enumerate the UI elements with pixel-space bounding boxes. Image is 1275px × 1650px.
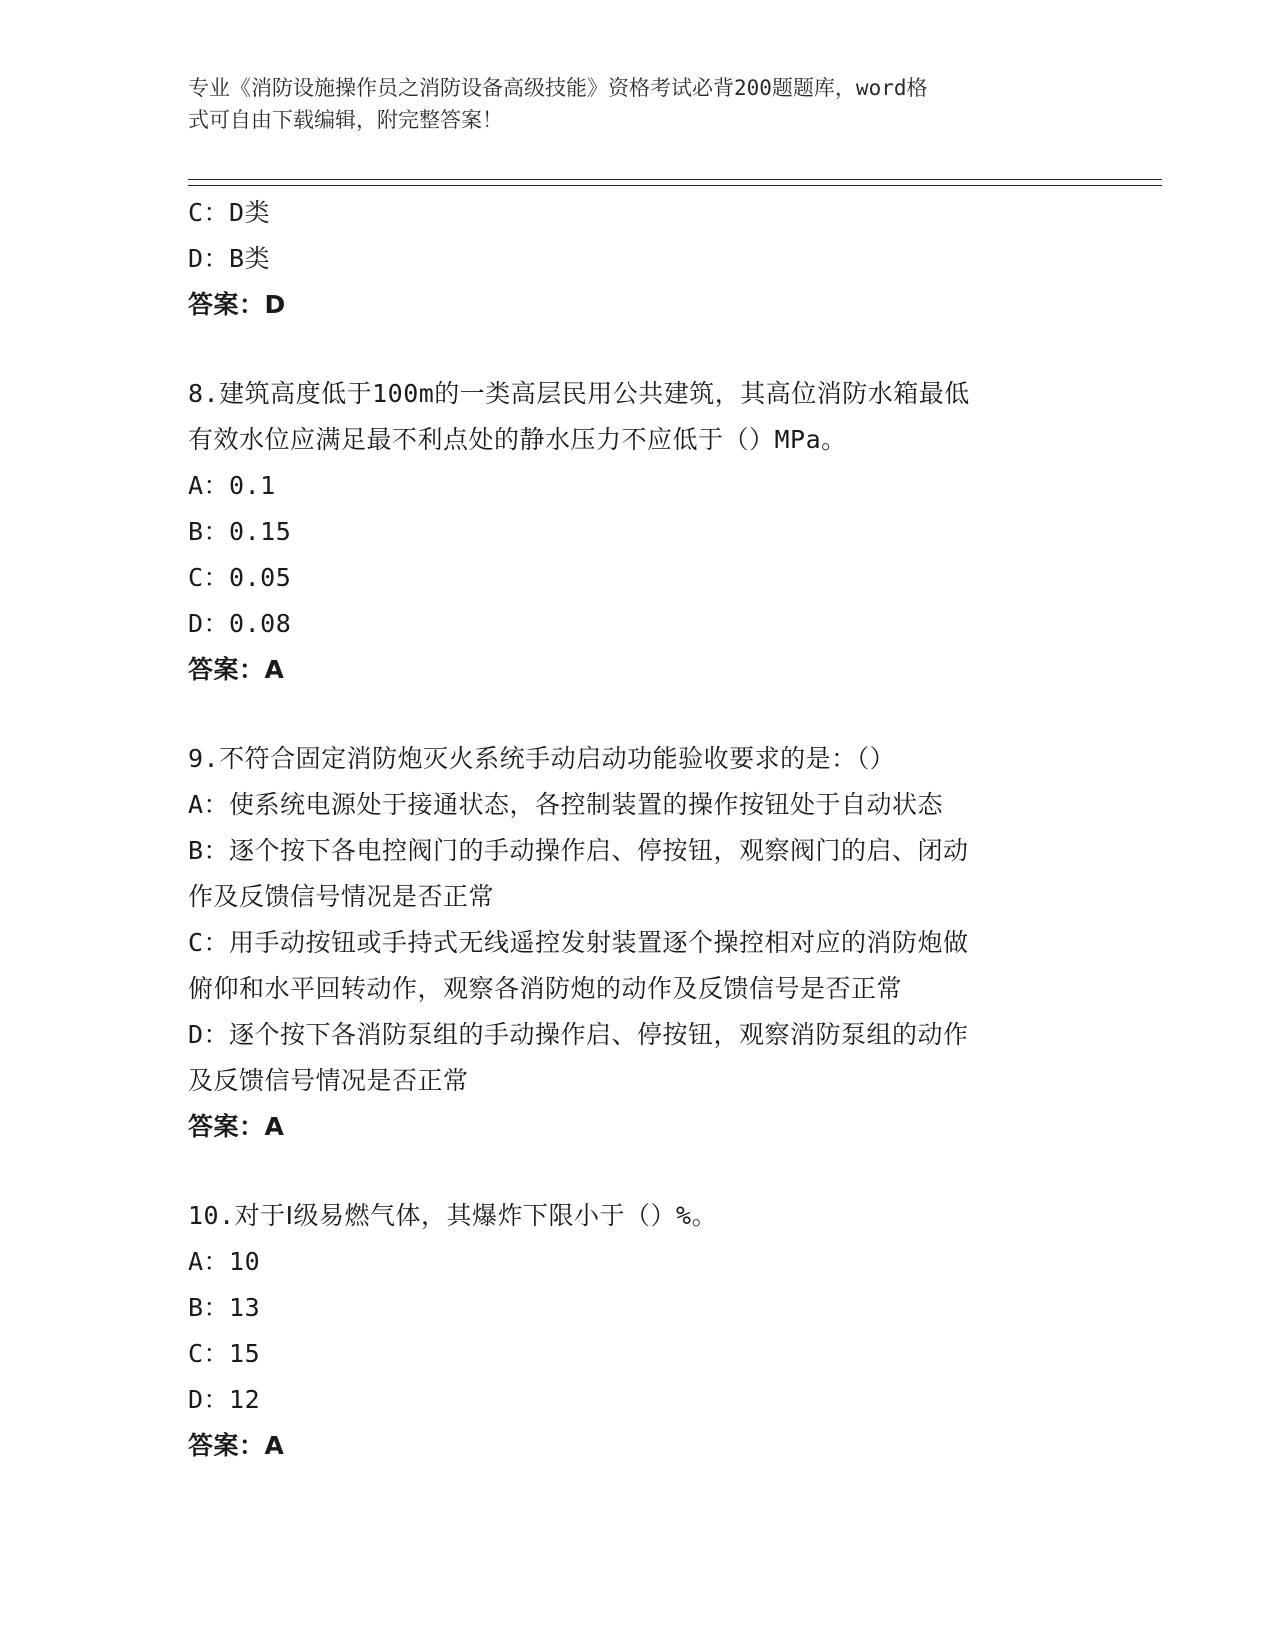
- header-rule-top: [188, 179, 1162, 180]
- option-d: D：12: [188, 1385, 261, 1414]
- answer: 答案：D: [188, 290, 286, 319]
- question-stem: 9.不符合固定消防炮灭火系统手动启动功能验收要求的是：（）: [188, 744, 896, 773]
- option-c: C：0.05: [188, 563, 292, 592]
- option-a: A：10: [188, 1247, 261, 1276]
- document-header: [188, 72, 1068, 136]
- option-d: D：0.08: [188, 609, 292, 638]
- answer: 答案：A: [188, 1431, 285, 1460]
- option-a: A：0.1: [188, 471, 276, 500]
- question-stem: 10.对于Ⅰ级易燃气体，其爆炸下限小于（）%。: [188, 1201, 718, 1230]
- option-b-continued: 作及反馈信号情况是否正常: [188, 882, 495, 911]
- question-9: [188, 736, 1088, 1150]
- spacer: [188, 328, 1088, 371]
- option-d: D：逐个按下各消防泵组的手动操作启、停按钮，观察消防泵组的动作: [188, 1020, 969, 1049]
- answer: 答案：A: [188, 655, 285, 684]
- option-c: C：D类: [188, 198, 271, 227]
- header-rule-bottom: [188, 185, 1162, 186]
- answer: 答案：A: [188, 1112, 285, 1141]
- question-7-tail: [188, 190, 1088, 328]
- option-a: A：使系统电源处于接通状态，各控制装置的操作按钮处于自动状态: [188, 790, 944, 819]
- option-c-continued: 俯仰和水平回转动作，观察各消防炮的动作及反馈信号是否正常: [188, 974, 903, 1003]
- spacer: [188, 693, 1088, 736]
- option-b: B：逐个按下各电控阀门的手动操作启、停按钮，观察阀门的启、闭动: [188, 836, 969, 865]
- option-d: D：B类: [188, 244, 271, 273]
- spacer: [188, 1150, 1088, 1193]
- option-b: B：13: [188, 1293, 261, 1322]
- question-10: [188, 1193, 1088, 1469]
- option-c: C：15: [188, 1339, 261, 1368]
- header-title-line-1: 专业《消防设施操作员之消防设备高级技能》资格考试必背200题题库，word格: [188, 76, 928, 100]
- question-stem: 有效水位应满足最不利点处的静水压力不应低于（）MPa。: [188, 425, 847, 454]
- document-body: [188, 190, 1088, 1469]
- question-8: [188, 371, 1088, 693]
- header-title-line-2: 式可自由下载编辑，附完整答案！: [188, 108, 503, 132]
- question-stem: 8.建筑高度低于100m的一类高层民用公共建筑，其高位消防水箱最低: [188, 379, 970, 408]
- option-c: C：用手动按钮或手持式无线遥控发射装置逐个操控相对应的消防炮做: [188, 928, 969, 957]
- option-b: B：0.15: [188, 517, 292, 546]
- option-d-continued: 及反馈信号情况是否正常: [188, 1066, 469, 1095]
